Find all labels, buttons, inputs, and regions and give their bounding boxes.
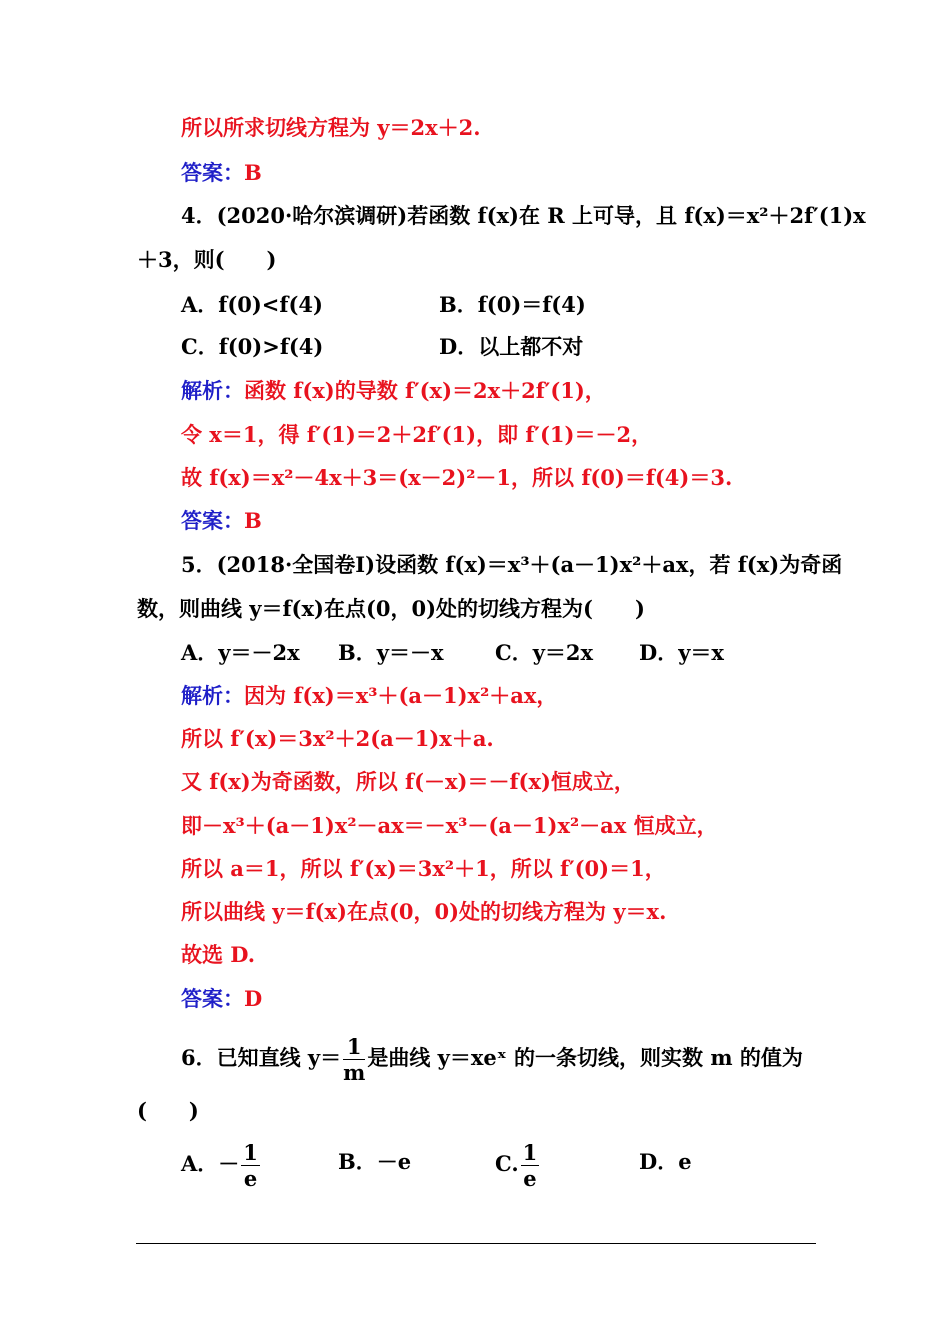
question-5-option-d: D．y＝x [639, 640, 724, 665]
question-4-solution-line-1: 解析：函数 f(x)的导数 f′(x)＝2x＋2f′(1)， [181, 378, 606, 403]
answer-label: 答案： [181, 986, 244, 1011]
solution-label: 解析： [181, 378, 244, 403]
question-5-option-a: A．y＝－2x [181, 640, 300, 665]
answer-value: D [244, 986, 263, 1011]
question-4-solution-line-2: 令 x＝1，得 f′(1)＝2＋2f′(1)，即 f′(1)＝－2， [181, 422, 653, 447]
answer-label: 答案： [181, 160, 244, 185]
question-5-line-1: 5．(2018·全国卷Ⅰ)设函数 f(x)＝x³＋(a－1)x²＋ax，若 f(x)为奇函 [181, 552, 843, 577]
solution-conclusion-line: 所以所求切线方程为 y＝2x＋2. [181, 115, 481, 140]
question-5-option-c: C．y＝2x [495, 640, 594, 665]
question-4-option-b: B．f(0)＝f(4) [439, 292, 586, 317]
question-5-solution-line-6: 所以曲线 y＝f(x)在点(0，0)处的切线方程为 y＝x. [181, 899, 667, 924]
question-5-solution-line-3: 又 f(x)为奇函数，所以 f(－x)＝－f(x)恒成立， [181, 769, 635, 794]
answer-line-3 [181, 984, 262, 1014]
question-4-line-2: ＋3，则( ) [137, 247, 277, 272]
question-5-solution-line-7: 故选 D. [181, 942, 256, 967]
question-5-solution-line-5: 所以 a＝1，所以 f′(x)＝3x²＋1，所以 f′(0)＝1， [181, 856, 666, 881]
question-4-line-1: 4．(2020·哈尔滨调研)若函数 f(x)在 R 上可导，且 f(x)＝x²＋2f′(1)x [181, 203, 866, 228]
question-4-option-c: C．f(0)>f(4) [181, 334, 324, 359]
solution-label: 解析： [181, 683, 244, 708]
answer-value: B [244, 160, 262, 185]
answer-label: 答案： [181, 508, 244, 533]
answer-value: B [244, 508, 262, 533]
question-6-option-a: A．－ $\frac{1}{e}$ [181, 1140, 258, 1191]
question-6-line-2: ( ) [137, 1098, 199, 1123]
footer-divider [136, 1243, 816, 1244]
question-5-option-b: B．y＝－x [338, 640, 444, 665]
question-4-option-d: D．以上都不对 [439, 334, 584, 359]
question-4-option-a: A．f(0)<f(4) [181, 292, 323, 317]
question-4-solution-line-3: 故 f(x)＝x²－4x＋3＝(x－2)²－1，所以 f(0)＝f(4)＝3. [181, 465, 733, 490]
fraction-1-over-m: $\frac{1}{m}$ [343, 1034, 366, 1085]
question-6-line-1: 6．已知直线 y＝ $\frac{1}{m}$ 是曲线 y＝xeˣ 的一条切线，则实数 m 的值为 [181, 1034, 803, 1085]
fraction-1-over-e: $\frac{1}{e}$ [522, 1140, 538, 1191]
answer-line-1 [181, 158, 262, 188]
answer-line-2 [181, 506, 262, 536]
question-5-solution-line-1: 解析：因为 f(x)＝x³＋(a－1)x²＋ax， [181, 683, 558, 708]
question-6-option-b: B．－e [338, 1149, 412, 1174]
question-6-option-d: D．e [639, 1149, 692, 1174]
question-6-option-c: C. $\frac{1}{e}$ [495, 1140, 538, 1191]
question-5-solution-line-4: 即－x³＋(a－1)x²－ax＝－x³－(a－1)x²－ax 恒成立， [181, 813, 718, 838]
question-5-line-2: 数，则曲线 y＝f(x)在点(0，0)处的切线方程为( ) [137, 596, 645, 621]
question-5-solution-line-2: 所以 f′(x)＝3x²＋2(a－1)x＋a. [181, 726, 494, 751]
fraction-1-over-e: $\frac{1}{e}$ [243, 1140, 258, 1191]
